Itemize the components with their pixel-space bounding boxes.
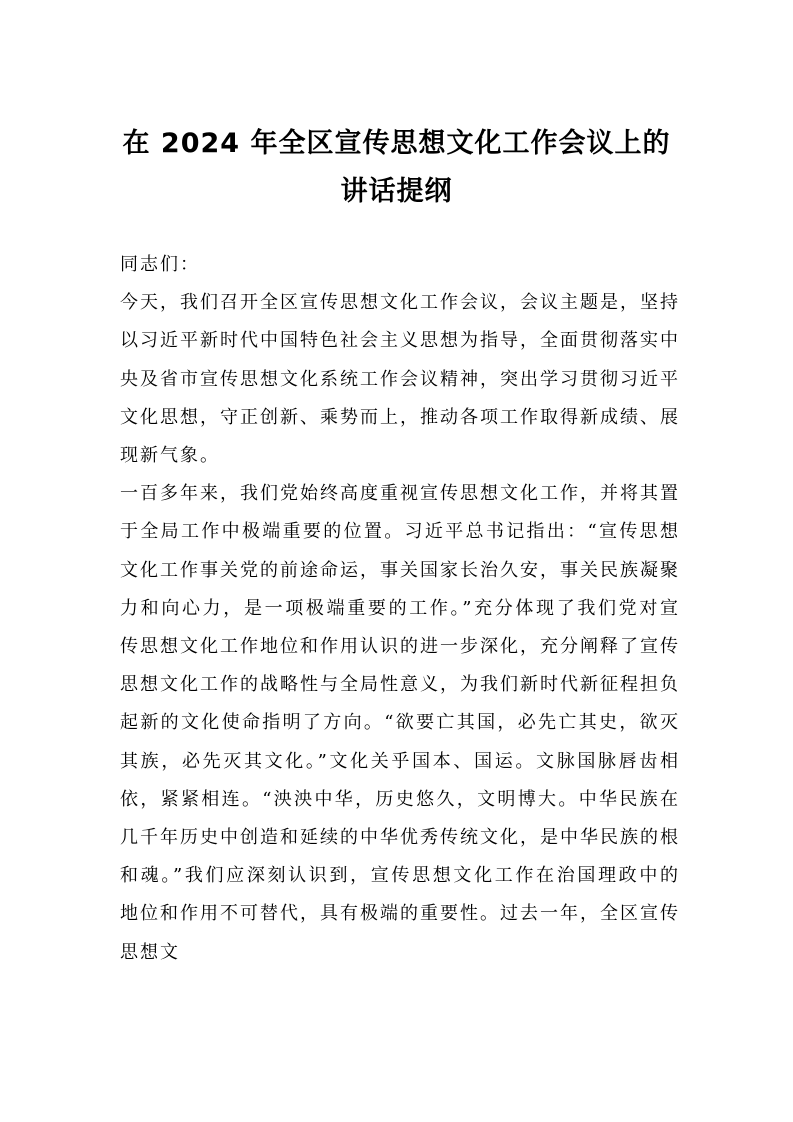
paragraph-1: 今天，我们召开全区宣传思想文化工作会议，会议主题是，坚持以习近平新时代中国特色社会主义思想为指导，全面贯彻落实中央及省市宣传思想文化系统工作会议精神，突出学习贯彻习近平文化思想，守正创新、乘势而上，推动各项工作取得新成绩、展现新气象。: [120, 292, 680, 467]
paragraph-2: 一百多年来，我们党始终高度重视宣传思想文化工作，并将其置于全局工作中极端重要的位置。习近平总书记指出：“宣传思想文化工作事关党的前途命运，事关国家长治久安，事关民族凝聚力和向心力，是一项极端重要的工作。”充分体现了我们党对宣传思想文化工作地位和作用认识的进一步深化，充分阐释了宣传思想文化工作的战略性与全局性意义，为我们新时代新征程担负起新的文化使命指明了方向。“欲要亡其国，必先亡其史，欲灭其族，必先灭其文化。”文化关乎国本、国运。文脉国脉唇齿相依，紧紧相连。“泱泱中华，历史悠久，文明博大。中华民族在几千年历史中创造和延续的中华优秀传统文化，是中华民族的根和魂。”我们应深刻认识到，宣传思想文化工作在治国理政中的地位和作用不可替代，具有极端的重要性。过去一年，全区宣传思想文: [120, 483, 680, 963]
salutation: 同志们：: [120, 254, 200, 275]
document-title-line-2: 讲话提纲: [340, 176, 453, 207]
document-title-line-1: 在 2024 年全区宣传思想文化工作会议上的: [122, 128, 671, 159]
document-body: [120, 246, 680, 972]
